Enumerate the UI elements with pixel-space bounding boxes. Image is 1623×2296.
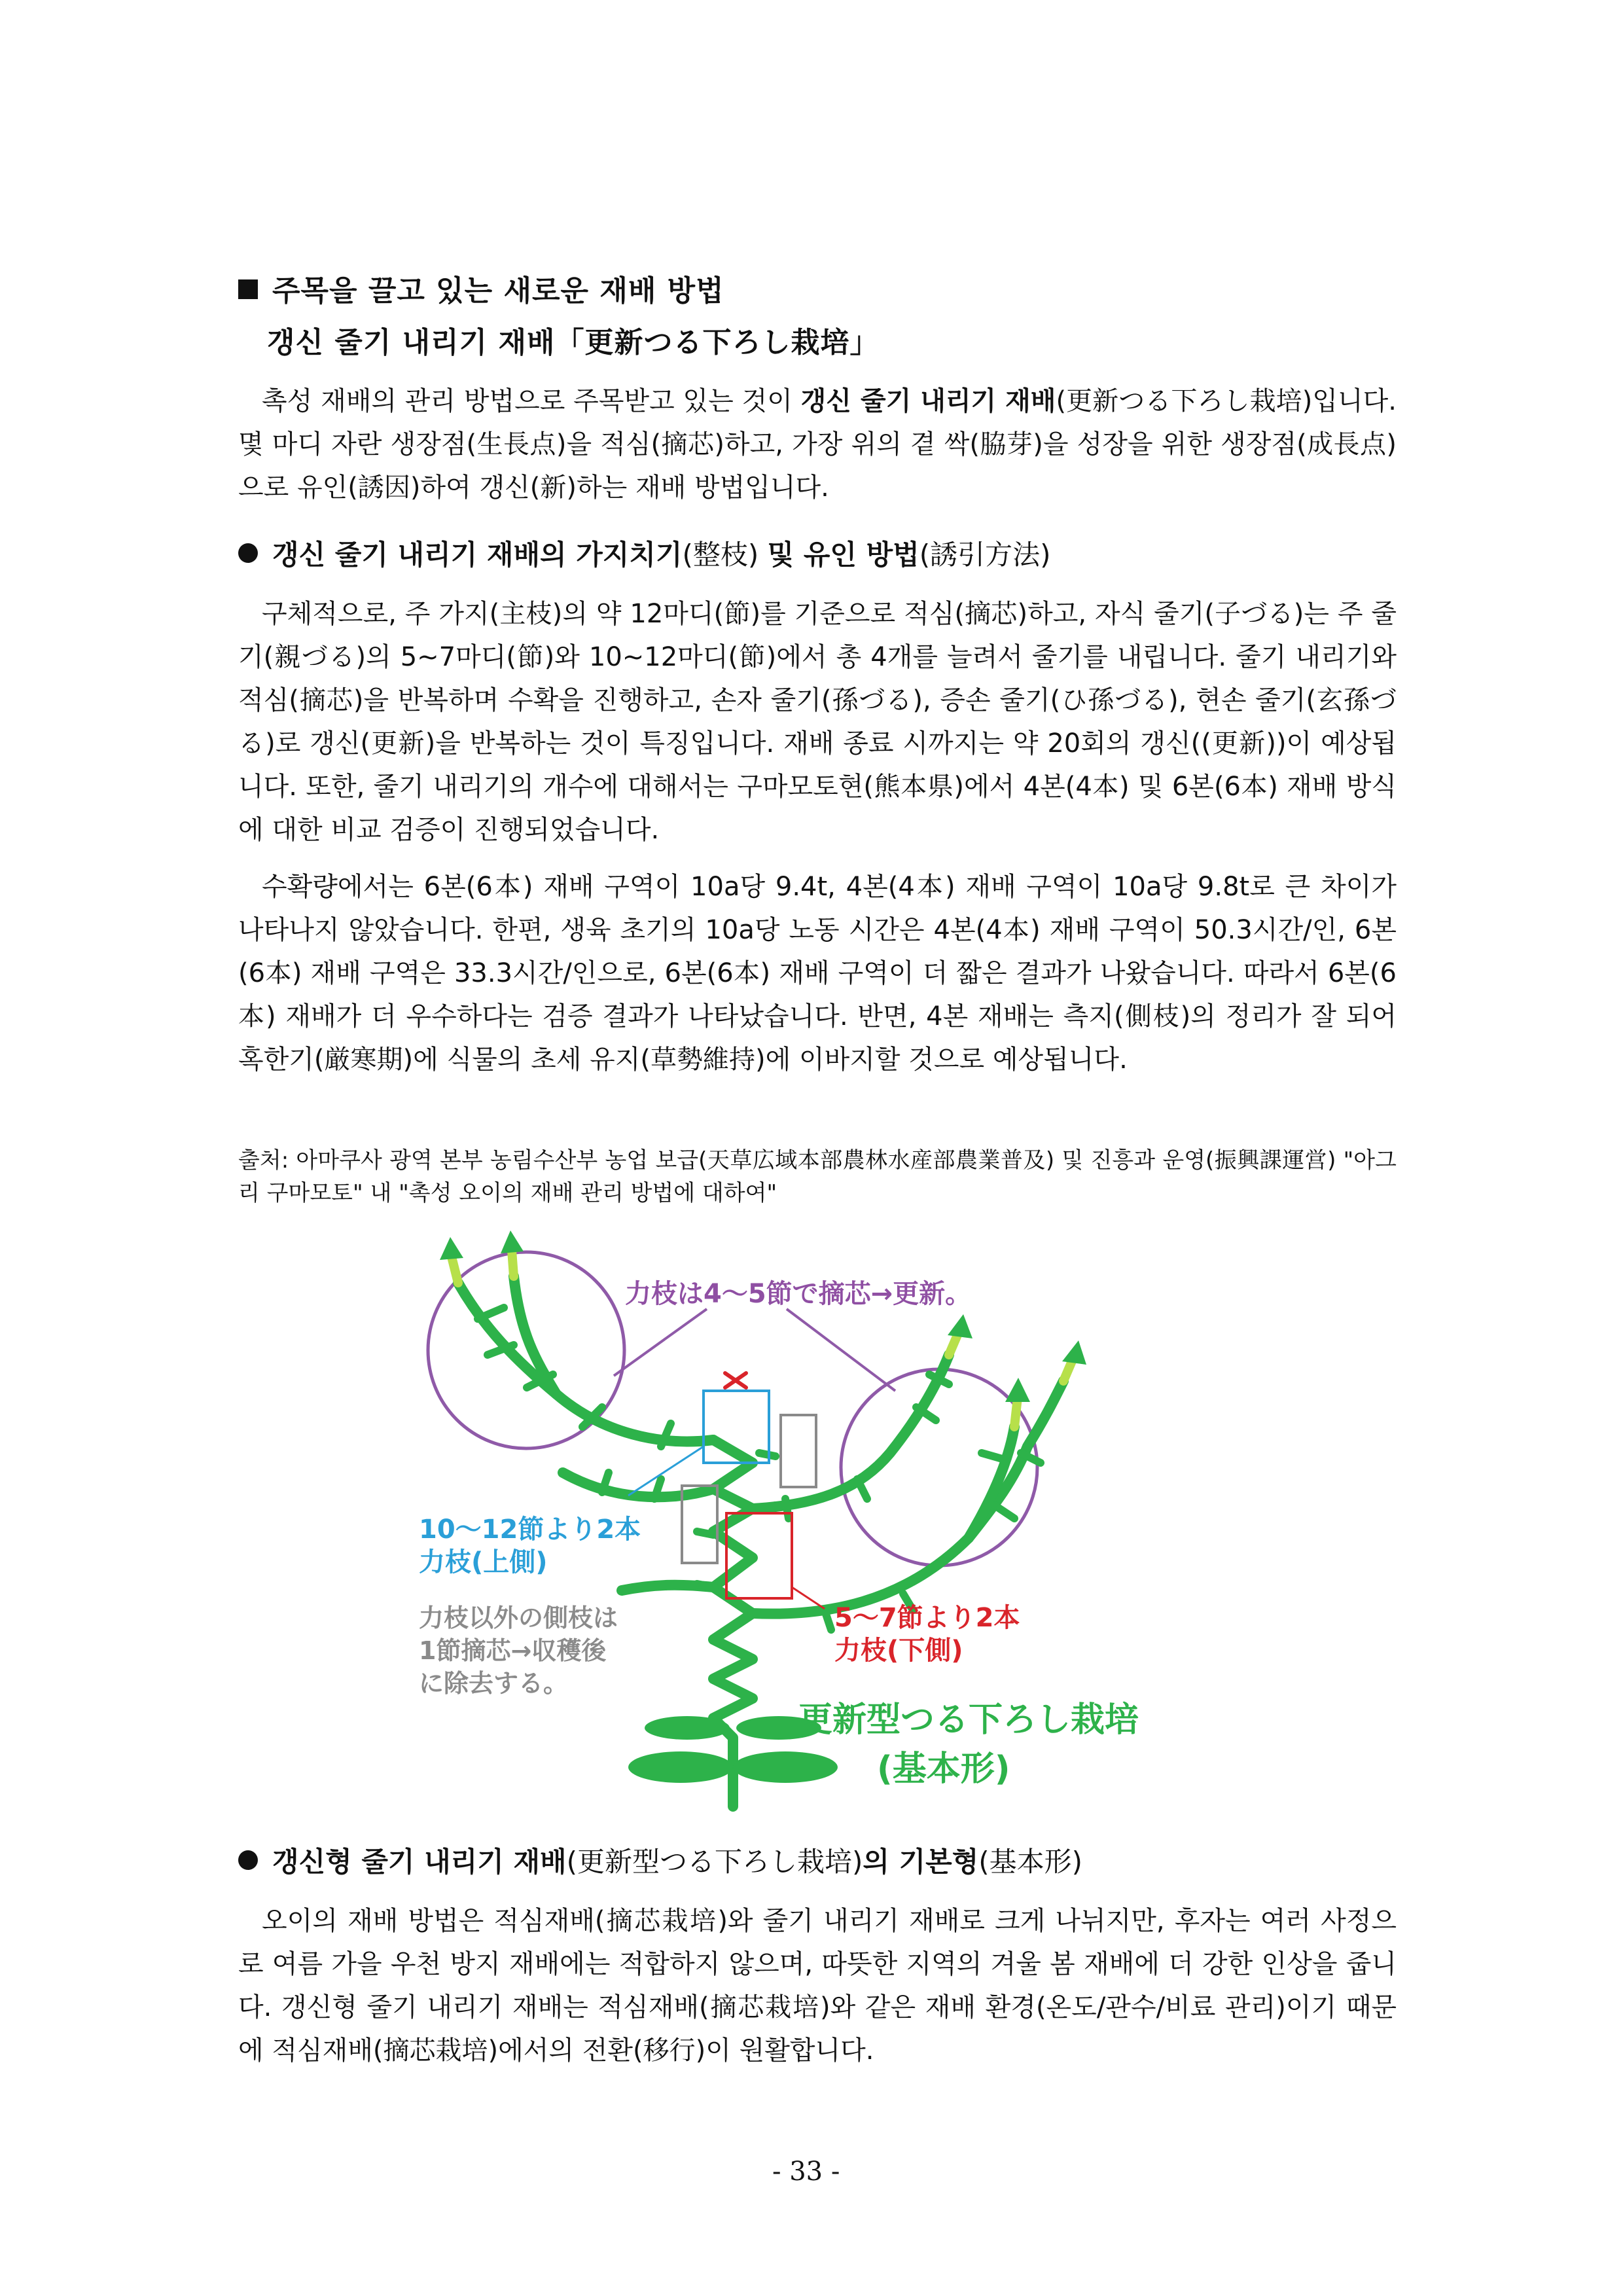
diagram-title-line2: (基本形) — [877, 1749, 1010, 1789]
side-branch-box-right — [781, 1415, 816, 1487]
section2-title-part2: (更新型つる下ろし栽培) — [566, 1846, 863, 1878]
lower-node-box — [726, 1513, 792, 1598]
top-label: 力枝は4～5節で摘芯→更新。 — [625, 1279, 972, 1309]
lower-label-line2: 力枝(下側) — [834, 1636, 963, 1666]
section1-title-part3: 및 유인 방법 — [767, 539, 919, 571]
upper-label-line1: 10～12節より2本 — [419, 1515, 641, 1545]
main-heading-line2: 갱신 줄기 내리기 재배「更新つる下ろし栽培」 — [267, 326, 880, 359]
section1-paragraph1: 구체적으로, 주 가지(主枝)의 약 12마디(節)를 기준으로 적심(摘芯)하고, 자식 줄기(子づる)는 주 줄기(親づる)의 5~7마디(節)와 10~12마디(節)에서 총 4개를 늘려서 줄기를 내립니다. 줄기 내리기와 적심(摘芯)을 반복하며 수확을 진행하고, 손자 줄기(孫づる), 증손 줄기(ひ孫づる), 현손 줄기(玄孫づる)로 갱신(更新)을 반복하는 것이 특징입니다. 재배 종료 시까지는 약 20회의 갱신((更新))이 예상됩니다. 또한, 줄기 내리기의 개수에 대해서는 구마모토현(熊本県)에서 4본(4本) 및 6본(6本) 재배 방식에 대한 비교 검증이 진행되었습니다. — [238, 599, 1397, 845]
section2-title-part3: 의 기본형 — [863, 1846, 979, 1878]
gray-label-line1: 力枝以外の側枝は — [419, 1604, 618, 1632]
section1-heading — [238, 533, 1051, 573]
main-heading-line1 — [238, 267, 724, 309]
gray-label-line2: 1節摘芯→収穫後 — [419, 1636, 607, 1665]
cultivation-diagram — [406, 1230, 1257, 1813]
intro-paragraph — [238, 380, 1397, 509]
section2-heading — [238, 1840, 1082, 1880]
intro-text-bold: 갱신 줄기 내리기 재배 — [800, 386, 1056, 416]
main-heading-text: 주목을 끌고 있는 새로운 재배 방법 — [272, 274, 724, 308]
gray-label-line3: に除去する。 — [419, 1669, 569, 1698]
section1-title-part1: 갱신 줄기 내리기 재배의 가지치기 — [272, 539, 683, 571]
intro-text-post: (更新つる下ろし栽培)입니다. 몇 마디 자란 생장점(生長点)을 적심(摘芯)하고, 가장 위의 곁 싹(脇芽)을 성장을 위한 생장점(成長点)으로 유인(誘因)하여 갱신(新)하는 재배 방법입니다. — [238, 386, 1397, 503]
upper-node-pointer — [628, 1446, 704, 1496]
source-citation: 출처: 아마쿠사 광역 본부 농림수산부 농업 보급(天草広域本部農林水産部農業普及) 및 진흥과 운영(振興課運営) "아그리 구마모토" 내 "촉성 오이의 재배 관리 방법에 대하여" — [238, 1147, 1397, 1206]
cut-mark-icon — [725, 1373, 746, 1388]
right-callout-line — [787, 1309, 895, 1391]
section2-title-part4: (基本形) — [978, 1846, 1083, 1878]
section1-title-part4: (誘引方法) — [919, 539, 1051, 571]
page-number: - 33 - — [772, 2157, 840, 2187]
section1-paragraph2: 수확량에서는 6본(6本) 재배 구역이 10a당 9.4t, 4본(4本) 재배 구역이 10a당 9.8t로 큰 차이가 나타나지 않았습니다. 한편, 생육 초기의 10a당 노동 시간은 4본(4本) 재배 구역이 50.3시간/인, 6본(6本) 재배 구역은 33.3시간/인으로, 6본(6本) 재배 구역이 더 짧은 결과가 나왔습니다. 따라서 6본(6本) 재배가 더 우수하다는 검증 결과가 나타났습니다. 반면, 4본 재배는 측지(側枝)의 정리가 잘 되어 혹한기(厳寒期)에 식물의 초세 유지(草勢維持)에 이바지할 것으로 예상됩니다. — [238, 872, 1397, 1075]
section2-title-part1: 갱신형 줄기 내리기 재배 — [272, 1846, 567, 1878]
upper-label-line2: 力枝(上側) — [419, 1547, 548, 1577]
round-bullet-icon — [238, 1850, 258, 1870]
square-bullet-icon — [238, 279, 258, 299]
left-callout-line — [614, 1309, 707, 1376]
round-bullet-icon — [238, 543, 258, 563]
intro-text-pre: 촉성 재배의 관리 방법으로 주목받고 있는 것이 — [262, 386, 801, 416]
main-stem — [713, 1440, 753, 1806]
section2-paragraph: 오이의 재배 방법은 적심재배(摘芯栽培)와 줄기 내리기 재배로 크게 나뉘지만, 후자는 여러 사정으로 여름 가을 우천 방지 재배에는 적합하지 않으며, 따뜻한 지역의 겨울 봄 재배에 더 강한 인상을 줍니다. 갱신형 줄기 내리기 재배는 적심재배(摘芯栽培)와 같은 재배 환경(온도/관수/비료 관리)이기 때문에 적심재배(摘芯栽培)에서의 전환(移行)이 원활합니다. — [238, 1906, 1397, 2066]
lower-node-pointer — [792, 1587, 825, 1609]
diagram-title-line1: 更新型つる下ろし栽培 — [798, 1700, 1139, 1740]
lower-label-line1: 5～7節より2本 — [834, 1603, 1020, 1633]
growing-tips — [452, 1250, 1073, 1427]
section1-title-part2: (整枝) — [682, 539, 768, 571]
